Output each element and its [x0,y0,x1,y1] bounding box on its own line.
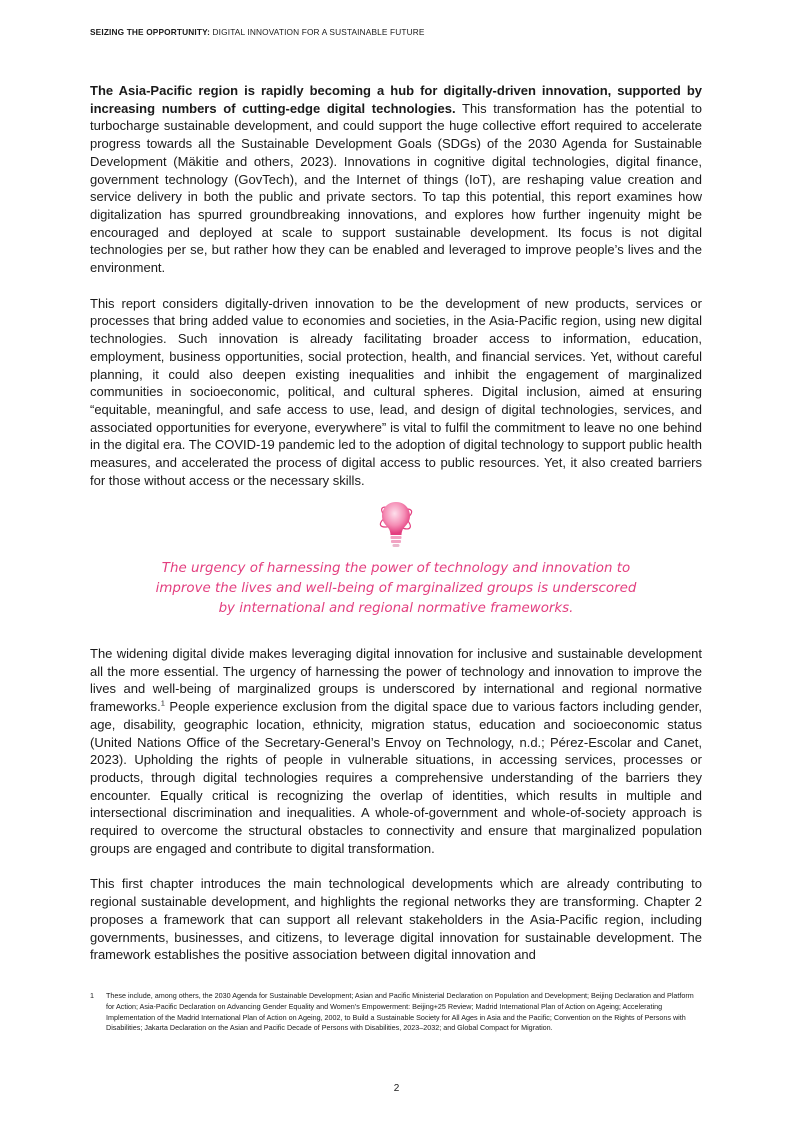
footnote-text: These include, among others, the 2030 Agenda for Sustainable Development; Asian and Pacific Ministerial Declaration on Population and Development; Beijing Declaration and Platform for Action; Asia-Pacific Declaration on Advancing Gender Equality and Women’s Empowerment: Beijing+25 Review; Madrid International Plan of Action on Ageing; Accelerating Implementation of the Madrid International Plan of Action on Ageing, 2002, to Build a Sustainable Society for All Ages in Asia and the Pacific; Convention on the Rights of Persons with Disabilities; Jakarta Declaration on the Asian and Pacific Decade of Persons with Disabilities, 2023–2032; and Global Compact for Migration. [106,991,694,1033]
running-header-rest: DIGITAL INNOVATION FOR A SUSTAINABLE FUTURE [210,27,425,37]
body-bottom [90,645,702,964]
body-top [90,82,702,489]
pull-quote-line: by international and regional normative frameworks. [218,601,574,616]
paragraph-digital-divide [90,645,702,857]
pull-quote-text [90,559,702,619]
digital-divide-text-b: People experience exclusion from the digital space due to various factors including gender, age, disability, geographic location, ethnicity, migration status, education and socioeconomic status (United Nations Office of the Secretary-General’s Envoy on Technology, n.d.; Pérez-Escolar and Canet, 2023). Upholding the rights of people in vulnerable situations, in accessing services, processes or products, through digital technologies requires a comprehensive understanding of the barriers they encounter. Equally critical is recognizing the overlap of identities, which results in multiple and intersectional discrimination and inequalities. A whole-of-government and whole-of-society approach is required to overcome the structural obstacles to connectivity and ensure that marginalized population groups are engaged and contribute to digital transformation. [90,699,702,856]
running-header-bold: SEIZING THE OPPORTUNITY: [90,27,211,37]
intro-rest: This transformation has the potential to turbocharge sustainable development, and could support the huge collective effort required to accelerate progress towards all the Sustainable Development Goals (SDGs) of the 2030 Agenda for Sustainable Development (Mäkitie and others, 2023). Innovations in cognitive digital technologies, digital finance, government technology (GovTech), and the Internet of things (IoT), are reshaping value creation and service delivery in both the public and private sectors. To tap this potential, this report examines how digitalization has spurred groundbreaking innovations, and explores how further ingenuity might be encouraged and deployed at scale to support sustainable development. Its focus is not digital technologies per se, but rather how they can be enabled and leveraged to improve people’s lives and the environment. [90,100,702,276]
footnote-reference[interactable]: 1 [160,698,165,708]
paragraph-chapter-overview: This first chapter introduces the main technological developments which are already contributing to regional sustainable development, and highlights the regional networks they are transforming. Chapter 2 proposes a framework that can support all relevant stakeholders in the Asia-Pacific region, including governments, businesses, and citizens, to leverage digital innovation for sustainable development. The framework establishes the positive association between digital innovation and [90,876,702,963]
lightbulb-icon [373,498,419,552]
pull-quote-line: improve the lives and well-being of marginalized groups is underscored [155,581,637,596]
intro-lead-sentence: The Asia-Pacific region is rapidly becoming a hub for digitally-driven innovation, supported by increasing numbers of cutting-edge digital technologies. [90,83,702,116]
pull-quote [90,498,702,619]
digital-divide-text-a: The widening digital divide makes leveraging digital innovation for inclusive and sustainable development all the more essential. The urgency of harnessing the power of technology and innovation to improve the lives and well-being of marginalized groups is underscored by international and regional normative frameworks. [90,646,702,715]
page-number: 2 [393,1083,400,1094]
pull-quote-line: The urgency of harnessing the power of technology and innovation to [161,561,631,576]
running-header [90,27,425,37]
footnote [90,991,702,1034]
footnote-number: 1 [90,991,94,1000]
paragraph-intro [90,82,702,277]
paragraph-definition: This report considers digitally-driven innovation to be the development of new products, services or processes that bring added value to economies and societies, in the Asia-Pacific region, using new digital technologies. Such innovation is already facilitating broader access to information, education, employment, business opportunities, social protection, health, and financial services. Yet, without careful planning, it could also deepen existing inequalities and inhibit the engagement of marginalized communities in socioeconomic, political, and cultural spheres. Digital inclusion, aimed at ensuring “equitable, meaningful, and safe access to use, lead, and design of digital technologies, services, and associated opportunities for everyone, everywhere” is vital to fulfil the commitment to leave no one behind in the digital era. The COVID-19 pandemic led to the adoption of digital technology to support public health measures, and accelerated the process of digital access to public resources. Yet, it also created barriers for those without access or the necessary skills. [90,295,702,488]
